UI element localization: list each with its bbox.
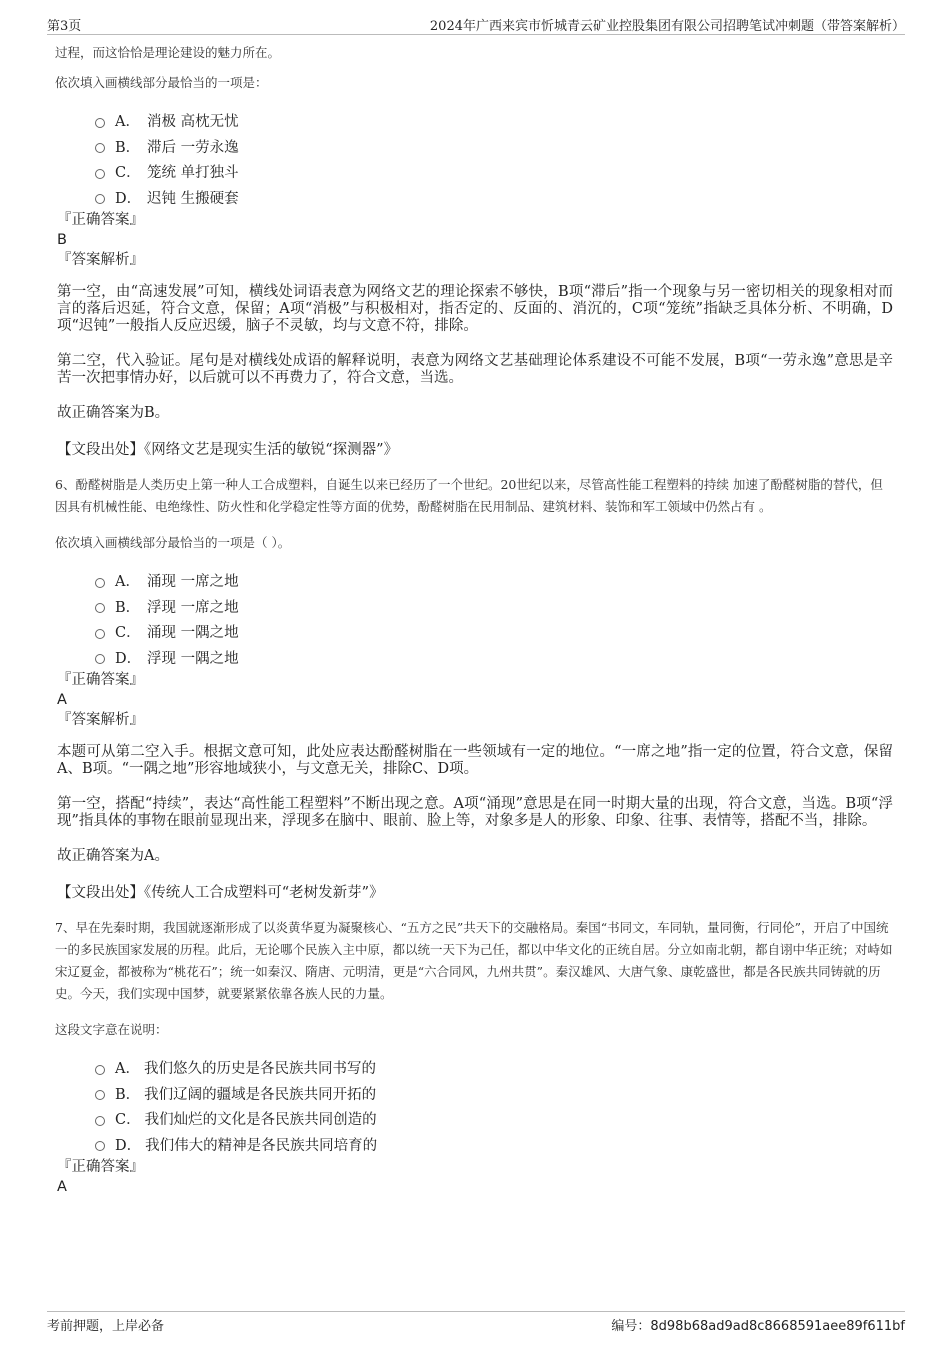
q5-analysis-paragraph: 第一空，由“高速发展”可知，横线处词语表意为网络文艺的理论探索不够快，B项“滞后”指一个现象与另一密切相关的现象相对而言的落后迟延，符合文意，保留；A项“消极”与积极相对，指否定的、反面的、消沉的，C项“笼统”指缺乏具体分析、不明确，D项“迟钝”一般指人反应迟缓，脑子不灵敏，均与文意不符，排除。: [57, 284, 893, 334]
radio-icon[interactable]: [95, 603, 105, 613]
radio-icon[interactable]: [95, 118, 105, 128]
option-text: 我们悠久的历史是各民族共同书写的: [143, 1061, 376, 1078]
code-value: 8d98b68ad9ad8c8668591aee89f611bf: [650, 1319, 905, 1334]
option-text: 我们灿烂的文化是各民族共同创造的: [144, 1112, 377, 1129]
page-footer: [47, 1311, 905, 1336]
q6-answer: A: [57, 692, 67, 708]
q6-analysis-paragraph: 第一空，搭配“持续”，表达“高性能工程塑料”不断出现之意。A项“涌现”意思是在同一时期大量的出现，符合文意，当选。B项“浮现”指具体的事物在眼前显现出来，浮现多在脑中、眼前、脸上等，对象多是人的形象、印象、往事、表情等，搭配不当，排除。: [57, 796, 893, 829]
option-text: 我们辽阔的疆域是各民族共同开拓的: [144, 1086, 377, 1103]
radio-icon[interactable]: [95, 1116, 105, 1126]
q7-answer: A: [57, 1179, 67, 1195]
document-code: [611, 1315, 905, 1334]
q5-analysis-conclusion: 故正确答案为B。: [57, 405, 170, 421]
option-text: 笼统 单打独斗: [147, 165, 239, 182]
q5-options: [95, 108, 895, 210]
q6-analysis-paragraph: 本题可从第二空入手。根据文意可知，此处应表达酚醛树脂在一些领域有一定的地位。“一席之地”指一定的位置，符合文意，保留A、B项。“一隅之地”形容地域狭小，与文意无关，排除C、D项。: [57, 744, 893, 777]
q6-source: 【文段出处】《传统人工合成塑料可“老树发新芽”》: [57, 885, 384, 901]
page-header: [47, 12, 905, 35]
radio-icon[interactable]: [95, 1065, 105, 1075]
radio-icon[interactable]: [95, 654, 105, 664]
q7-option-b[interactable]: [95, 1081, 895, 1107]
radio-icon[interactable]: [95, 1090, 105, 1100]
option-letter: B．: [115, 599, 141, 616]
radio-icon[interactable]: [95, 169, 105, 179]
option-letter: D．: [115, 650, 142, 667]
radio-icon[interactable]: [95, 1141, 105, 1151]
option-text: 消极 高枕无忧: [147, 114, 239, 131]
q5-option-c[interactable]: [95, 159, 895, 185]
q5-source: 【文段出处】《网络文艺是现实生活的敏锐“探测器”》: [57, 442, 399, 458]
option-text: 涌现 一席之地: [147, 574, 239, 591]
page-number: 第3页: [47, 19, 82, 34]
option-letter: B．: [115, 1086, 141, 1103]
q6-analysis-conclusion: 故正确答案为A。: [57, 848, 169, 864]
q5-answer: B: [57, 232, 67, 248]
q7-answer-label: 『正确答案』: [57, 1159, 144, 1175]
option-text: 浮现 一席之地: [147, 599, 239, 616]
q5-prompt: 依次填入画横线部分最恰当的一项是：: [55, 75, 268, 90]
radio-icon[interactable]: [95, 578, 105, 588]
q7-stem: 7、早在先秦时期，我国就逐渐形成了以炎黄华夏为凝聚核心、“五方之民”共天下的交融格局。秦国“书同文，车同轨，量同衡，行同伦”，开启了中国统一的多民族国家发展的历程。此后，无论哪个民族入主中原，都以统一天下为己任，都以中华文化的正统自居。分立如南北朝，都自诩中华正统；对峙如宋辽夏金，都被称为“桃花石”；统一如秦汉、隋唐、元明清，更是“六合同风，九州共贯”。秦汉雄风、大唐气象、康乾盛世，都是各民族共同铸就的历史。今天，我们实现中国梦，就要紧紧依靠各族人民的力量。: [55, 920, 893, 1001]
code-label: 编号：: [611, 1319, 651, 1334]
option-letter: C．: [115, 165, 141, 182]
q6-analysis-label: 『答案解析』: [57, 712, 144, 728]
q5-option-b[interactable]: [95, 134, 895, 160]
option-letter: D．: [115, 190, 142, 207]
option-text: 迟钝 生搬硬套: [147, 190, 239, 207]
option-letter: A．: [115, 114, 140, 131]
page-content: [55, 42, 895, 1197]
q5-stem-tail: 过程，而这恰恰是理论建设的魅力所在。: [55, 45, 281, 60]
q6-option-c[interactable]: [95, 619, 895, 645]
q6-option-b[interactable]: [95, 594, 895, 620]
q6-answer-label: 『正确答案』: [57, 672, 144, 688]
q6-option-a[interactable]: [95, 568, 895, 594]
q5-analysis-paragraph: 第二空，代入验证。尾句是对横线处成语的解释说明，表意为网络文艺基础理论体系建设不可能不发展，B项“一劳永逸”意思是辛苦一次把事情办好，以后就可以不再费力了，符合文意，当选。: [57, 353, 893, 386]
q5-option-a[interactable]: [95, 108, 895, 134]
option-text: 涌现 一隅之地: [147, 625, 239, 642]
q5-option-d[interactable]: [95, 185, 895, 211]
footer-slogan: 考前押题，上岸必备: [47, 1319, 165, 1334]
radio-icon[interactable]: [95, 629, 105, 639]
radio-icon[interactable]: [95, 194, 105, 204]
option-text: 浮现 一隅之地: [147, 650, 239, 667]
option-letter: C．: [115, 625, 141, 642]
q7-options: [95, 1055, 895, 1157]
q6-option-d[interactable]: [95, 645, 895, 671]
q5-answer-label: 『正确答案』: [57, 212, 144, 228]
q7-option-d[interactable]: [95, 1132, 895, 1158]
q6-options: [95, 568, 895, 670]
q7-prompt: 这段文字意在说明：: [55, 1022, 168, 1037]
option-letter: A．: [115, 574, 140, 591]
q6-prompt: 依次填入画横线部分最恰当的一项是（ ）。: [55, 535, 291, 550]
option-letter: C．: [115, 1112, 141, 1129]
option-letter: D．: [115, 1137, 142, 1154]
option-text: 滞后 一劳永逸: [147, 139, 239, 156]
option-letter: A．: [115, 1061, 140, 1078]
radio-icon[interactable]: [95, 143, 105, 153]
q7-option-a[interactable]: [95, 1055, 895, 1081]
q7-option-c[interactable]: [95, 1106, 895, 1132]
q6-stem: 6、酚醛树脂是人类历史上第一种人工合成塑料，自诞生以来已经历了一个世纪。20世纪以来，尽管高性能工程塑料的持续 加速了酚醛树脂的替代，但因具有机械性能、电绝缘性、防火性和化学稳定性等方面的优势，酚醛树脂在民用制品、建筑材料、装饰和军工领域中仍然占有 。: [55, 477, 883, 514]
option-letter: B．: [115, 139, 141, 156]
q5-analysis-label: 『答案解析』: [57, 252, 144, 268]
option-text: 我们伟大的精神是各民族共同培育的: [145, 1137, 378, 1154]
document-title: 2024年广西来宾市忻城青云矿业控股集团有限公司招聘笔试冲刺题（带答案解析）: [429, 19, 905, 34]
